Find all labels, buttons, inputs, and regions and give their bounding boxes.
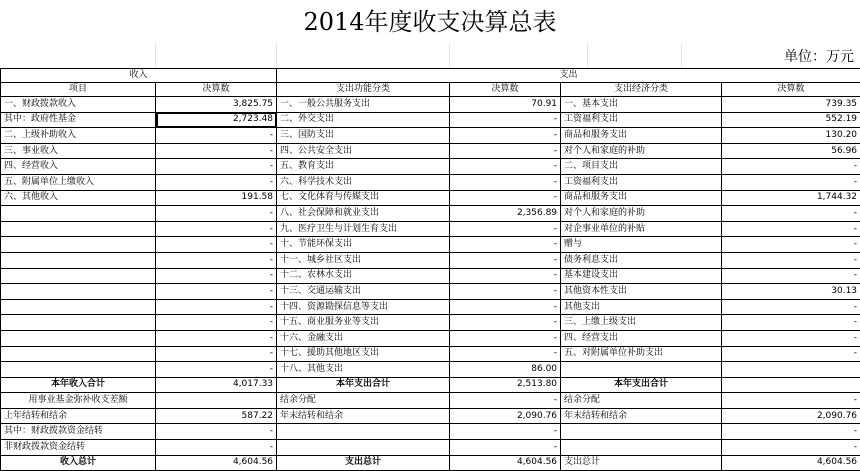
- col-header-item: 项目: [1, 83, 156, 97]
- economic-item-cell[interactable]: 基本建设支出: [561, 268, 722, 284]
- income-item-cell[interactable]: 三、事业收入: [1, 143, 156, 159]
- function-item-cell[interactable]: 五、教育支出: [277, 159, 450, 175]
- function-amount-cell[interactable]: -: [450, 440, 561, 456]
- income-amount-cell[interactable]: -: [156, 362, 277, 378]
- income-item-cell[interactable]: 五、附属单位上缴收入: [1, 174, 156, 190]
- income-amount-cell[interactable]: -: [156, 315, 277, 331]
- function-item-cell[interactable]: [277, 424, 450, 440]
- economic-item-cell[interactable]: 对个人和家庭的补助: [561, 143, 722, 159]
- economic-amount-cell[interactable]: -: [722, 252, 860, 268]
- economic-item-cell[interactable]: 其他资本性支出: [561, 284, 722, 300]
- economic-amount-cell[interactable]: -: [722, 268, 860, 284]
- function-amount-cell[interactable]: 86.00: [450, 362, 561, 378]
- income-amount-cell[interactable]: -: [156, 346, 277, 362]
- income-amount-cell[interactable]: -: [156, 424, 277, 440]
- col-header-function: 支出功能分类: [277, 83, 450, 97]
- economic-amount-cell[interactable]: 56.96: [722, 143, 860, 159]
- income-amount-cell[interactable]: -: [156, 330, 277, 346]
- economic-grand-total-value[interactable]: 4,604.56: [722, 455, 860, 471]
- economic-item-cell[interactable]: 工资福利支出: [561, 112, 722, 128]
- table-row: [1, 440, 860, 456]
- income-item-cell[interactable]: 其中：政府性基金: [1, 112, 156, 128]
- col-header-amount: 决算数: [450, 83, 561, 97]
- income-item-cell[interactable]: 六、其他收入: [1, 190, 156, 206]
- col-header-economic: 支出经济分类: [561, 83, 722, 97]
- economic-amount-cell[interactable]: -: [722, 159, 860, 175]
- table-row: [1, 221, 860, 237]
- function-amount-cell[interactable]: -: [450, 315, 561, 331]
- economic-amount-cell[interactable]: 130.20: [722, 128, 860, 144]
- function-item-cell[interactable]: 十五、商业服务业等支出: [277, 315, 450, 331]
- income-item-cell[interactable]: [1, 252, 156, 268]
- economic-amount-cell[interactable]: -: [722, 174, 860, 190]
- income-amount-cell[interactable]: -: [156, 268, 277, 284]
- function-amount-cell[interactable]: -: [450, 268, 561, 284]
- function-item-cell[interactable]: 六、科学技术支出: [277, 174, 450, 190]
- function-item-cell[interactable]: 十一、城乡社区支出: [277, 252, 450, 268]
- function-item-cell[interactable]: 三、国防支出: [277, 128, 450, 144]
- expense-section-header: 支出: [277, 69, 860, 83]
- income-item-cell[interactable]: 用事业基金弥补收支差额: [1, 393, 156, 409]
- function-amount-cell[interactable]: 2,090.76: [450, 408, 561, 424]
- economic-amount-cell[interactable]: [722, 362, 860, 378]
- economic-item-cell[interactable]: 年末结转和结余: [561, 408, 722, 424]
- economic-amount-cell[interactable]: -: [722, 237, 860, 253]
- economic-amount-cell[interactable]: -: [722, 206, 860, 222]
- income-amount-cell[interactable]: -: [156, 174, 277, 190]
- function-item-cell[interactable]: 八、社会保障和就业支出: [277, 206, 450, 222]
- income-total-value[interactable]: 4,017.33: [156, 377, 277, 393]
- income-item-cell[interactable]: [1, 268, 156, 284]
- economic-item-cell[interactable]: 三、上缴上级支出: [561, 315, 722, 331]
- col-header-amount: 决算数: [722, 83, 860, 97]
- function-item-cell[interactable]: 年末结转和结余: [277, 408, 450, 424]
- economic-item-cell[interactable]: 对个人和家庭的补助: [561, 206, 722, 222]
- income-item-cell[interactable]: 四、经营收入: [1, 159, 156, 175]
- income-item-cell[interactable]: 一、财政拨款收入: [1, 97, 156, 113]
- table-row: [1, 112, 860, 128]
- income-amount-cell[interactable]: -: [156, 299, 277, 315]
- function-item-cell[interactable]: 二、外交支出: [277, 112, 450, 128]
- income-item-cell[interactable]: [1, 284, 156, 300]
- table-row: [1, 315, 860, 331]
- expense-total-value[interactable]: [722, 377, 860, 393]
- table-row: [1, 424, 860, 440]
- economic-amount-cell[interactable]: -: [722, 346, 860, 362]
- income-amount-cell[interactable]: -: [156, 440, 277, 456]
- unit-label: 单位：万元: [784, 46, 854, 66]
- income-amount-cell[interactable]: -: [156, 252, 277, 268]
- table-row: [1, 190, 860, 206]
- function-amount-cell[interactable]: 2,356.89: [450, 206, 561, 222]
- economic-item-cell[interactable]: 工资福利支出: [561, 174, 722, 190]
- income-item-cell[interactable]: [1, 221, 156, 237]
- income-item-cell[interactable]: 非财政拨款资金结转: [1, 440, 156, 456]
- expense-total-label[interactable]: 本年支出合计: [277, 377, 450, 393]
- function-amount-cell[interactable]: -: [450, 346, 561, 362]
- economic-amount-cell[interactable]: 552.19: [722, 112, 860, 128]
- economic-amount-cell[interactable]: -: [722, 440, 860, 456]
- income-item-cell[interactable]: [1, 299, 156, 315]
- expense-total-label[interactable]: 本年支出合计: [561, 377, 722, 393]
- table-row: [1, 299, 860, 315]
- income-item-cell[interactable]: [1, 346, 156, 362]
- expense-total-value[interactable]: 2,513.80: [450, 377, 561, 393]
- income-total-label[interactable]: 本年收入合计: [1, 377, 156, 393]
- function-item-cell[interactable]: 结余分配: [277, 393, 450, 409]
- economic-amount-cell[interactable]: 739.35: [722, 97, 860, 113]
- function-item-cell[interactable]: 十二、农林水支出: [277, 268, 450, 284]
- income-item-cell[interactable]: 上年结转和结余: [1, 408, 156, 424]
- expense-grand-total-label[interactable]: 支出总计: [277, 455, 450, 471]
- spreadsheet-grid-lines: [0, 44, 860, 68]
- table-row: [1, 284, 860, 300]
- function-item-cell[interactable]: 一、一般公共服务支出: [277, 97, 450, 113]
- col-header-amount: 决算数: [156, 83, 277, 97]
- function-item-cell[interactable]: 十三、交通运输支出: [277, 284, 450, 300]
- income-amount-cell[interactable]: -: [156, 284, 277, 300]
- table-row: [1, 174, 860, 190]
- income-item-cell[interactable]: [1, 362, 156, 378]
- economic-item-cell[interactable]: [561, 440, 722, 456]
- table-row: [1, 128, 860, 144]
- page-title: 2014年度收支决算总表: [0, 0, 860, 44]
- table-row: [1, 408, 860, 424]
- table-row: [1, 252, 860, 268]
- function-item-cell[interactable]: 十、节能环保支出: [277, 237, 450, 253]
- economic-item-cell[interactable]: 二、项目支出: [561, 159, 722, 175]
- economic-amount-cell[interactable]: -: [722, 424, 860, 440]
- table-row: [1, 393, 860, 409]
- economic-amount-cell[interactable]: -: [722, 315, 860, 331]
- table-row: [1, 362, 860, 378]
- function-amount-cell[interactable]: -: [450, 424, 561, 440]
- function-item-cell[interactable]: 十四、资源勘探信息等支出: [277, 299, 450, 315]
- function-amount-cell[interactable]: -: [450, 252, 561, 268]
- income-amount-cell[interactable]: -: [156, 128, 277, 144]
- income-amount-cell[interactable]: -: [156, 143, 277, 159]
- function-amount-cell[interactable]: -: [450, 284, 561, 300]
- function-item-cell[interactable]: 四、公共安全支出: [277, 143, 450, 159]
- economic-grand-total-label[interactable]: 支出总计: [561, 455, 722, 471]
- table-row: [1, 346, 860, 362]
- function-item-cell[interactable]: 十八、其他支出: [277, 362, 450, 378]
- economic-item-cell[interactable]: 商品和服务支出: [561, 190, 722, 206]
- function-amount-cell[interactable]: -: [450, 221, 561, 237]
- totals-row: [1, 377, 860, 393]
- summary-table: [0, 68, 860, 471]
- income-amount-cell[interactable]: [156, 393, 277, 409]
- economic-item-cell[interactable]: 商品和服务支出: [561, 128, 722, 144]
- economic-item-cell[interactable]: 其他支出: [561, 299, 722, 315]
- income-section-header: 收入: [1, 69, 277, 83]
- table-row: [1, 330, 860, 346]
- economic-amount-cell[interactable]: 1,744.32: [722, 190, 860, 206]
- function-item-cell[interactable]: 九、医疗卫生与计划生育支出: [277, 221, 450, 237]
- income-amount-cell[interactable]: -: [156, 206, 277, 222]
- function-amount-cell[interactable]: -: [450, 330, 561, 346]
- income-item-cell[interactable]: 二、上级补助收入: [1, 128, 156, 144]
- economic-item-cell[interactable]: [561, 362, 722, 378]
- economic-item-cell[interactable]: 对企事业单位的补贴: [561, 221, 722, 237]
- income-amount-cell[interactable]: -: [156, 237, 277, 253]
- function-item-cell[interactable]: [277, 440, 450, 456]
- function-amount-cell[interactable]: -: [450, 237, 561, 253]
- function-amount-cell[interactable]: -: [450, 159, 561, 175]
- income-amount-cell[interactable]: -: [156, 221, 277, 237]
- function-amount-cell[interactable]: -: [450, 299, 561, 315]
- function-amount-cell[interactable]: -: [450, 174, 561, 190]
- income-grand-total-label[interactable]: 收入总计: [1, 455, 156, 471]
- function-item-cell[interactable]: 十六、金融支出: [277, 330, 450, 346]
- economic-item-cell[interactable]: 四、经营支出: [561, 330, 722, 346]
- table-row: [1, 268, 860, 284]
- table-row: [1, 206, 860, 222]
- function-item-cell[interactable]: 十七、援助其他地区支出: [277, 346, 450, 362]
- economic-amount-cell[interactable]: -: [722, 221, 860, 237]
- economic-amount-cell[interactable]: -: [722, 393, 860, 409]
- income-amount-cell[interactable]: 2,723.48: [156, 112, 277, 128]
- table-row: [1, 143, 860, 159]
- income-amount-cell[interactable]: 191.58: [156, 190, 277, 206]
- economic-amount-cell[interactable]: 30.13: [722, 284, 860, 300]
- income-amount-cell[interactable]: 3,825.75: [156, 97, 277, 113]
- function-amount-cell[interactable]: -: [450, 143, 561, 159]
- economic-amount-cell[interactable]: -: [722, 330, 860, 346]
- income-item-cell[interactable]: [1, 237, 156, 253]
- function-amount-cell[interactable]: -: [450, 190, 561, 206]
- grand-total-row: [1, 455, 860, 471]
- income-item-cell[interactable]: 其中：财政拨款资金结转: [1, 424, 156, 440]
- economic-amount-cell[interactable]: -: [722, 299, 860, 315]
- income-item-cell[interactable]: [1, 330, 156, 346]
- economic-item-cell[interactable]: 一、基本支出: [561, 97, 722, 113]
- economic-amount-cell[interactable]: 2,090.76: [722, 408, 860, 424]
- economic-item-cell[interactable]: 五、对附属单位补助支出: [561, 346, 722, 362]
- function-amount-cell[interactable]: -: [450, 128, 561, 144]
- income-amount-cell[interactable]: 587.22: [156, 408, 277, 424]
- economic-item-cell[interactable]: 赠与: [561, 237, 722, 253]
- income-item-cell[interactable]: [1, 315, 156, 331]
- expense-grand-total-value[interactable]: 4,604.56: [450, 455, 561, 471]
- table-row: [1, 159, 860, 175]
- economic-item-cell[interactable]: 结余分配: [561, 393, 722, 409]
- income-grand-total-value[interactable]: 4,604.56: [156, 455, 277, 471]
- income-amount-cell[interactable]: -: [156, 159, 277, 175]
- income-item-cell[interactable]: [1, 206, 156, 222]
- function-amount-cell[interactable]: -: [450, 393, 561, 409]
- table-row: [1, 237, 860, 253]
- economic-item-cell[interactable]: [561, 424, 722, 440]
- function-amount-cell[interactable]: -: [450, 112, 561, 128]
- function-item-cell[interactable]: 七、文化体育与传媒支出: [277, 190, 450, 206]
- economic-item-cell[interactable]: 债务利息支出: [561, 252, 722, 268]
- function-amount-cell[interactable]: 70.91: [450, 97, 561, 113]
- table-row: [1, 97, 860, 113]
